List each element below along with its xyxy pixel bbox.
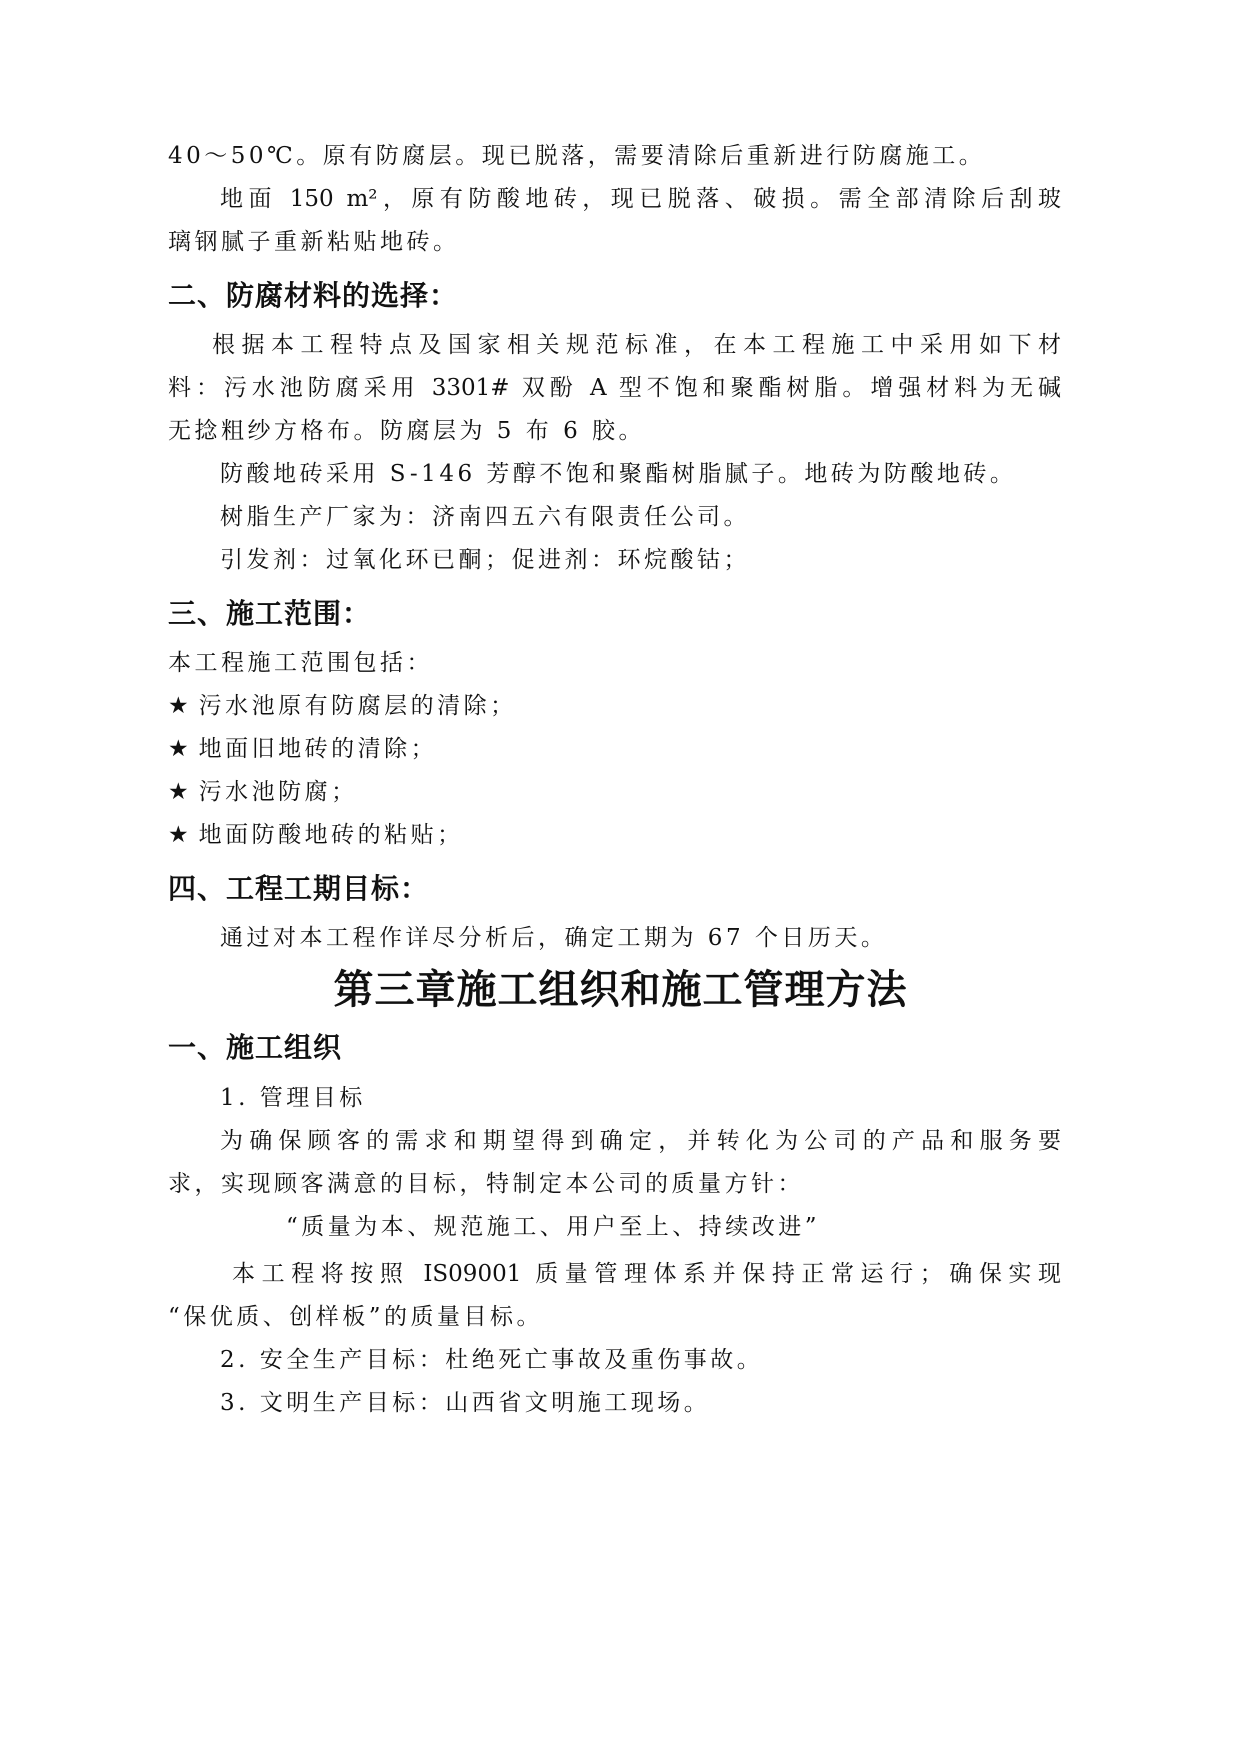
star-bullet-icon: ★ <box>168 693 189 719</box>
paragraph-line: 防酸地砖采用 S-146 芳醇不饱和聚酯树脂腻子。地砖为防酸地砖。 <box>220 461 1017 487</box>
paragraph-line: “保优质、创样板”的质量目标。 <box>168 1304 544 1330</box>
paragraph-line: 1. 管理目标 <box>220 1085 366 1111</box>
star-bullet-icon: ★ <box>168 736 189 762</box>
paragraph-line: 引发剂：过氧化环已酮；促进剂：环烷酸钴； <box>220 547 750 573</box>
section-heading-scope: 三、施工范围： <box>168 597 372 630</box>
chapter-title: 第三章施工组织和施工管理方法 <box>333 967 908 1013</box>
list-item <box>168 819 464 851</box>
paragraph-line: 3. 文明生产目标：山西省文明施工现场。 <box>220 1390 711 1416</box>
list-item-text: 污水池原有防腐层的清除； <box>198 693 517 719</box>
paragraph-line: 40～50℃。原有防腐层。现已脱落，需要清除后重新进行防腐施工。 <box>168 143 986 169</box>
paragraph-line: 本工程将按照 IS09001 质量管理体系并保持正常运行；确保实现 <box>232 1261 1061 1287</box>
paragraph-line: 求，实现顾客满意的目标，特制定本公司的质量方针： <box>168 1171 804 1197</box>
paragraph-line: 璃钢腻子重新粘贴地砖。 <box>168 229 460 255</box>
section-heading-schedule: 四、工程工期目标： <box>168 872 430 905</box>
list-item-text: 污水池防腐； <box>198 779 358 805</box>
quality-policy-quote: “质量为本、规范施工、用户至上、持续改进” <box>286 1214 821 1240</box>
paragraph-line: 2. 安全生产目标：杜绝死亡事故及重伤事故。 <box>220 1347 764 1373</box>
list-item <box>168 776 358 808</box>
list-item-text: 地面防酸地砖的粘贴； <box>198 822 464 848</box>
list-item <box>168 690 517 722</box>
paragraph-line: 本工程施工范围包括： <box>168 650 433 676</box>
section-heading-materials: 二、防腐材料的选择： <box>168 279 459 312</box>
paragraph-line: 料：污水池防腐采用 3301# 双酚 A 型不饱和聚酯树脂。增强材料为无碱 <box>168 375 1061 401</box>
paragraph-line: 无捻粗纱方格布。防腐层为 5 布 6 胶。 <box>168 418 646 444</box>
paragraph-line: 根据本工程特点及国家相关规范标准，在本工程施工中采用如下材 <box>212 332 1061 358</box>
star-bullet-icon: ★ <box>168 779 189 805</box>
paragraph-line: 树脂生产厂家为：济南四五六有限责任公司。 <box>220 504 750 530</box>
paragraph-line: 地面 150 m²，原有防酸地砖，现已脱落、破损。需全部清除后刮玻 <box>220 186 1061 212</box>
section-heading-organization: 一、施工组织 <box>168 1031 343 1064</box>
list-item-text: 地面旧地砖的清除； <box>198 736 438 762</box>
paragraph-line: 为确保顾客的需求和期望得到确定，并转化为公司的产品和服务要 <box>220 1128 1061 1154</box>
star-bullet-icon: ★ <box>168 822 189 848</box>
list-item <box>168 733 437 765</box>
paragraph-line: 通过对本工程作详尽分析后，确定工期为 67 个日历天。 <box>220 925 888 951</box>
